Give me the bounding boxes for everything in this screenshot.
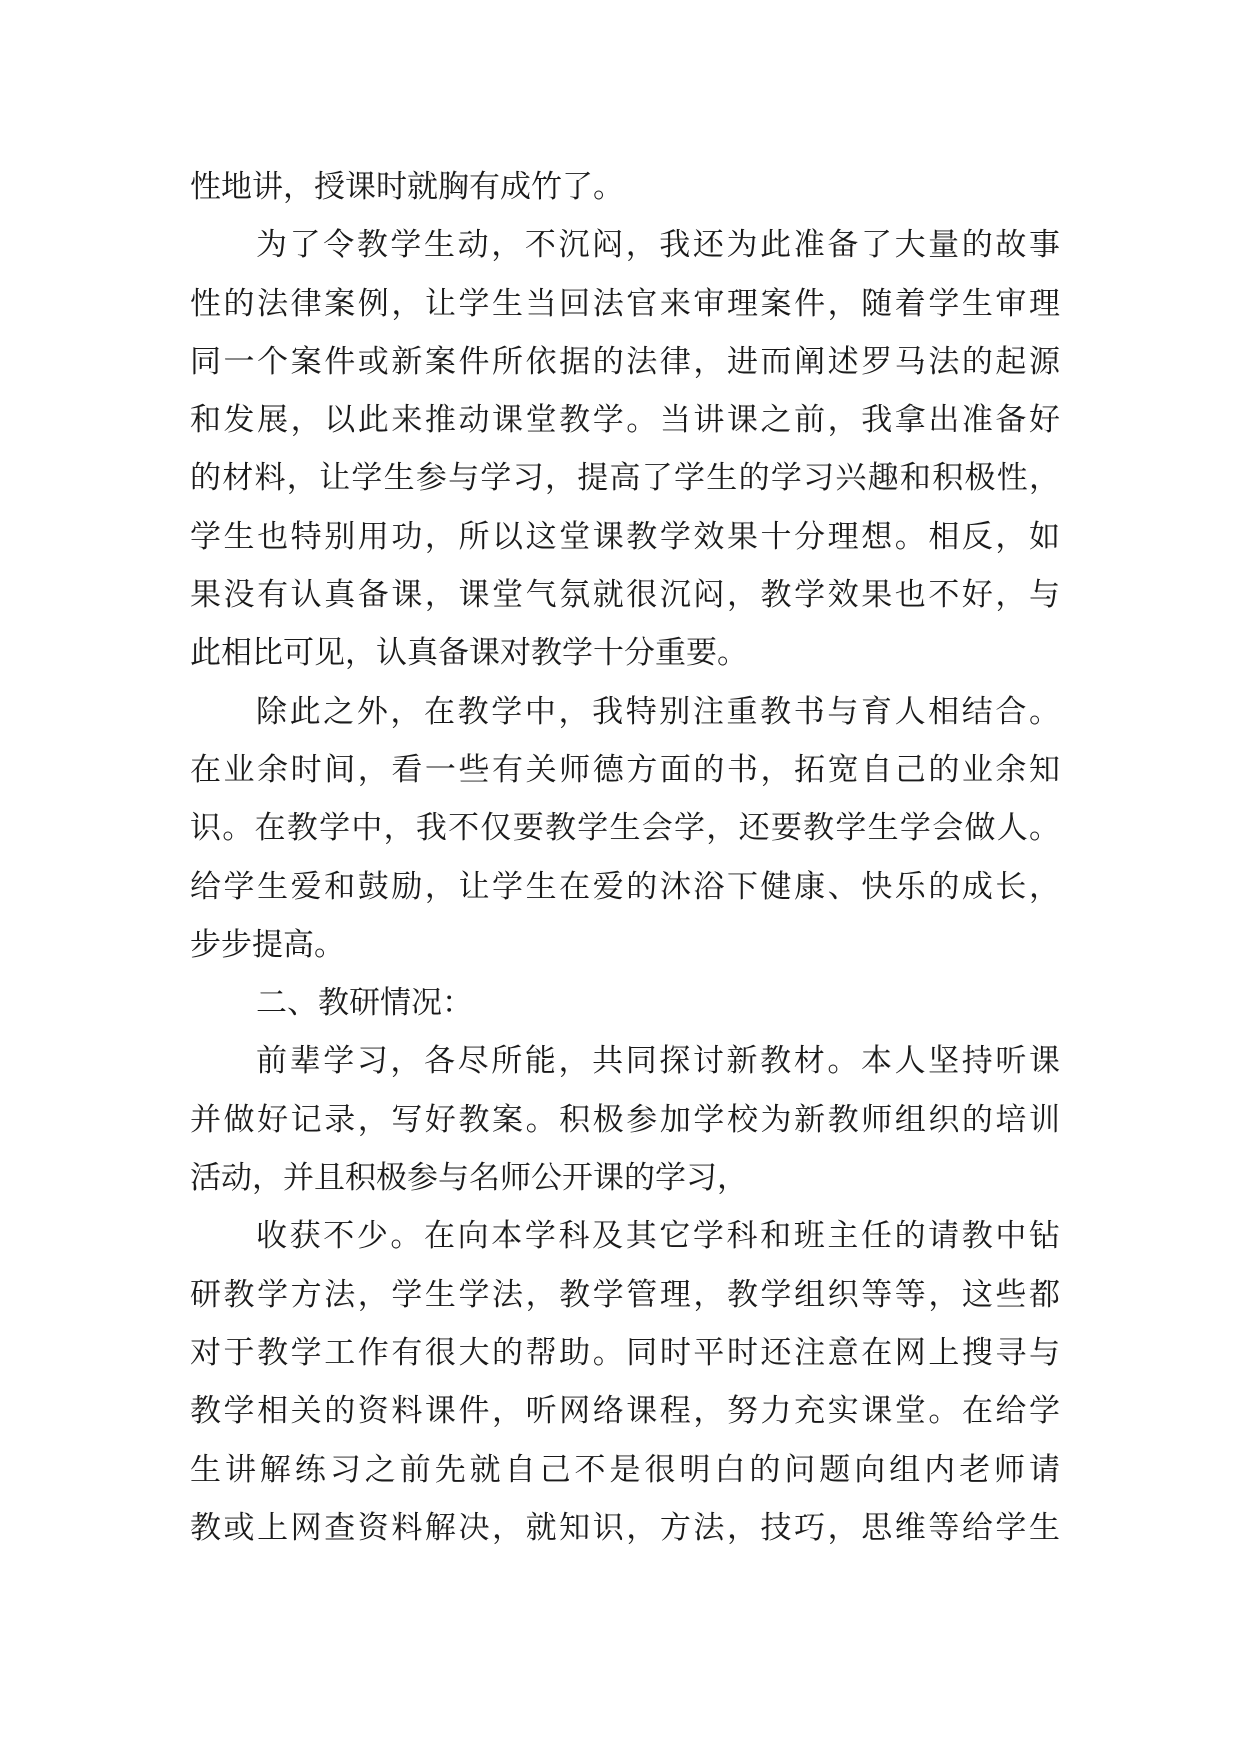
text-line: 性地讲，授课时就胸有成竹了。 [190, 169, 624, 205]
text-line: 对于教学工作有很大的帮助。同时平时还注意在网上搜寻与 [190, 1334, 1060, 1371]
text-line: 研教学方法，学生学法，教学管理，教学组织等等，这些都 [190, 1276, 1060, 1313]
text-line: 步步提高。 [190, 926, 345, 963]
text-line: 除此之外，在教学中，我特别注重教书与育人相结合。 [256, 693, 1060, 730]
text-line: 前辈学习，各尽所能，共同探讨新教材。本人坚持听课 [256, 1043, 1060, 1080]
text-line: 为了令教学生动，不沉闷，我还为此准备了大量的故事 [256, 227, 1060, 264]
text-line: 果没有认真备课，课堂气氛就很沉闷，教学效果也不好，与 [190, 577, 1060, 614]
text-line: 并做好记录，写好教案。积极参加学校为新教师组织的培训 [190, 1101, 1060, 1138]
text-line: 活动，并且积极参与名师公开课的学习， [190, 1160, 748, 1197]
text-line: 教或上网查资料解决，就知识，方法，技巧，思维等给学生 [190, 1509, 1060, 1546]
text-line: 此相比可见，认真备课对教学十分重要。 [190, 635, 748, 672]
section-heading: 二、教研情况： [256, 985, 473, 1022]
text-line: 性的法律案例，让学生当回法官来审理案件，随着学生审理 [190, 285, 1060, 322]
text-line: 同一个案件或新案件所依据的法律，进而阐述罗马法的起源 [190, 343, 1060, 380]
text-line: 学生也特别用功，所以这堂课教学效果十分理想。相反，如 [190, 518, 1060, 555]
text-line: 生讲解练习之前先就自己不是很明白的问题向组内老师请 [190, 1451, 1060, 1488]
text-line: 收获不少。在向本学科及其它学科和班主任的请教中钻 [256, 1218, 1060, 1255]
text-line: 给学生爱和鼓励，让学生在爱的沐浴下健康、快乐的成长， [190, 868, 1060, 905]
text-line: 的材料，让学生参与学习，提高了学生的学习兴趣和积极性， [190, 460, 1060, 497]
text-line: 和发展，以此来推动课堂教学。当讲课之前，我拿出准备好 [190, 402, 1060, 439]
text-line: 在业余时间，看一些有关师德方面的书，拓宽自己的业余知 [190, 751, 1060, 788]
text-line: 教学相关的资料课件，听网络课程，努力充实课堂。在给学 [190, 1393, 1060, 1430]
document-body [190, 158, 1060, 1557]
text-line: 识。在教学中，我不仅要教学生会学，还要教学生学会做人。 [190, 810, 1060, 847]
